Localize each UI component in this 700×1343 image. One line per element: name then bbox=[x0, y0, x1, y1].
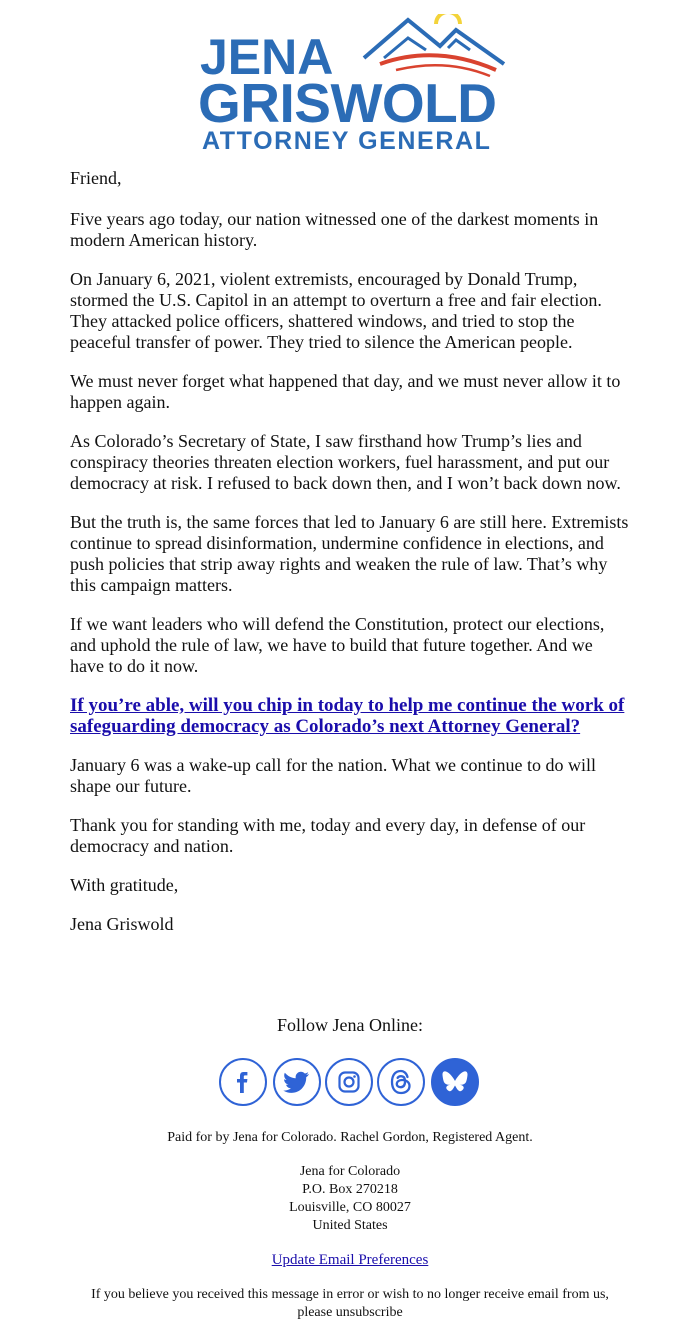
campaign-logo bbox=[196, 14, 506, 154]
address-org: Jena for Colorado bbox=[299, 1164, 401, 1179]
body-paragraph: January 6 was a wake-up call for the nation. What we continue to do will shape our future. bbox=[70, 755, 597, 796]
threads-link[interactable] bbox=[377, 1058, 425, 1106]
donate-link[interactable]: If you’re able, will you chip in today to help me continue the work of safeguarding democracy as Colorado’s next Attorney General? bbox=[70, 695, 625, 737]
follow-label: Follow Jena Online: bbox=[277, 1015, 423, 1035]
signature: Jena Griswold bbox=[70, 914, 174, 934]
preferences-row bbox=[0, 1251, 700, 1269]
instagram-link[interactable] bbox=[325, 1058, 373, 1106]
logo-office: ATTORNEY GENERAL bbox=[202, 127, 492, 155]
body-paragraph: On January 6, 2021, violent extremists, encouraged by Donald Trump, stormed the U.S. Capitol in an attempt to overturn a free and fair election. They attacked police officers, shattered windows, and tried to stop the peaceful transfer of power. They tried to silence the American people. bbox=[70, 269, 602, 352]
body-paragraph: As Colorado’s Secretary of State, I saw firsthand how Trump’s lies and conspiracy theories threaten election workers, fuel harassment, and put our democracy at risk. I refused to back down then, and I won’t back down now. bbox=[70, 431, 621, 493]
mailing-address bbox=[0, 1163, 700, 1235]
facebook-icon bbox=[231, 1069, 255, 1095]
body-paragraph: Five years ago today, our nation witnessed one of the darkest moments in modern American history. bbox=[70, 209, 599, 250]
instagram-icon bbox=[337, 1070, 361, 1094]
update-preferences-link[interactable]: Update Email Preferences bbox=[271, 1252, 429, 1268]
body-paragraph: We must never forget what happened that day, and we must never allow it to happen again. bbox=[70, 371, 621, 412]
address-po-box: P.O. Box 270218 bbox=[302, 1182, 398, 1197]
twitter-icon bbox=[283, 1070, 311, 1094]
unsubscribe-text[interactable]: If you believe you received this message in error or wish to no longer receive email from us, please unsubscribe bbox=[91, 1287, 609, 1320]
logo-name-last: GRISWOLD bbox=[198, 72, 497, 134]
social-links bbox=[219, 1058, 483, 1110]
bluesky-link[interactable] bbox=[431, 1058, 479, 1106]
twitter-link[interactable] bbox=[273, 1058, 321, 1106]
paid-for-disclaimer: Paid for by Jena for Colorado. Rachel Gordon, Registered Agent. bbox=[167, 1130, 533, 1145]
address-country: United States bbox=[312, 1218, 388, 1233]
greeting: Friend, bbox=[70, 168, 122, 188]
threads-icon bbox=[388, 1068, 414, 1096]
address-city: Louisville, CO 80027 bbox=[289, 1200, 411, 1215]
signoff: With gratitude, bbox=[70, 875, 179, 895]
body-paragraph: Thank you for standing with me, today and every day, in defense of our democracy and nation. bbox=[70, 815, 586, 856]
email-body bbox=[70, 168, 630, 953]
body-paragraph: But the truth is, the same forces that led to January 6 are still here. Extremists continue to spread disinformation, undermine confidence in elections, and push policies that strip away rights and weaken the rule of law. That’s why this campaign matters. bbox=[70, 512, 629, 595]
body-paragraph: If we want leaders who will defend the Constitution, protect our elections, and uphold the rule of law, we have to build that future together. And we have to do it now. bbox=[70, 614, 605, 676]
bluesky-icon bbox=[441, 1070, 469, 1094]
donate-paragraph bbox=[70, 695, 630, 737]
logo-name-first: JENA bbox=[200, 29, 334, 85]
facebook-link[interactable] bbox=[219, 1058, 267, 1106]
